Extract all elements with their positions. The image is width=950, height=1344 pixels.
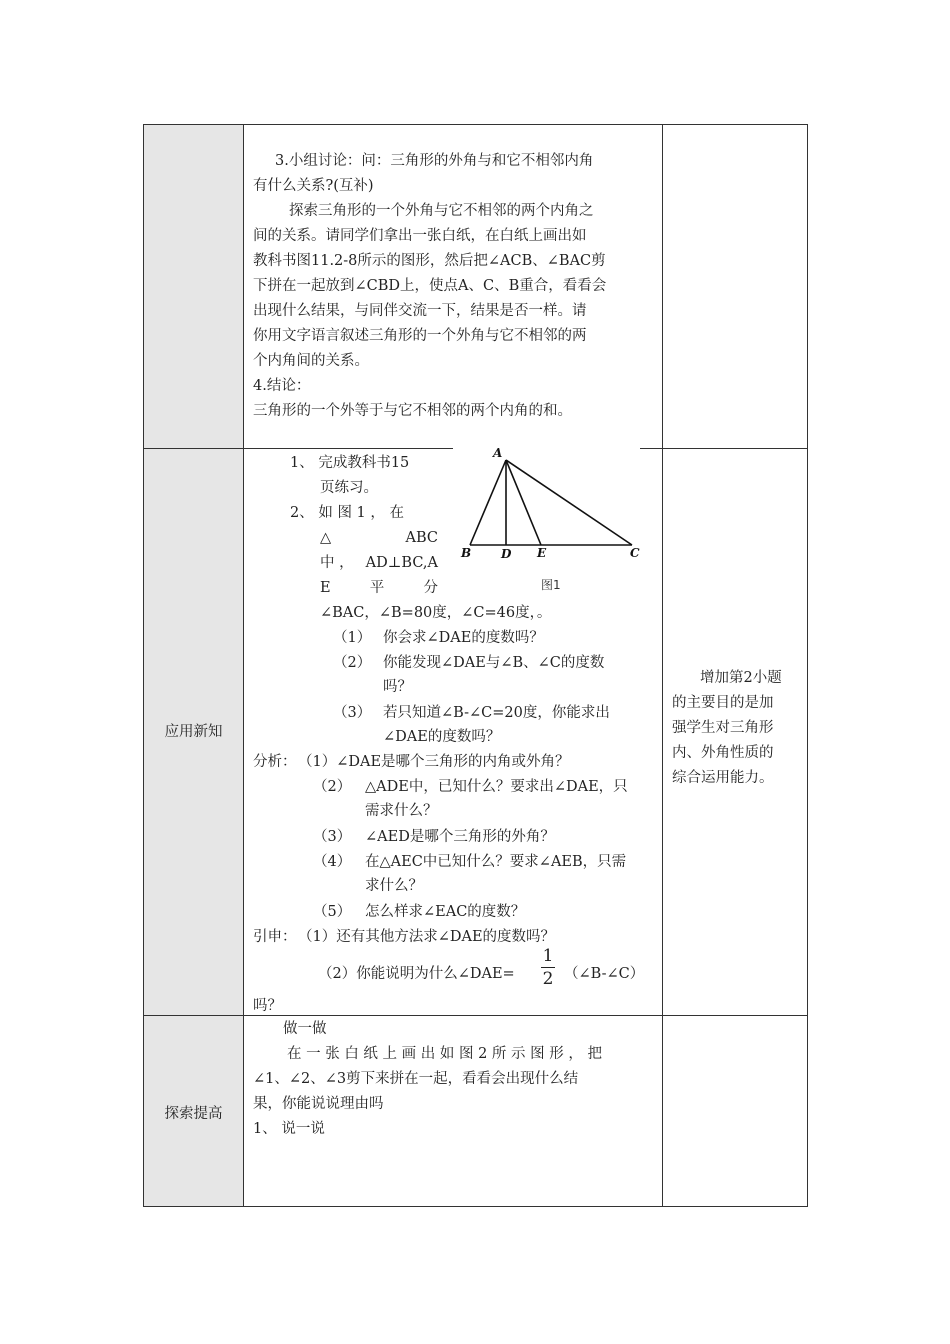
fraction-denominator: 2 [542,969,554,989]
q3-text-b: ∠DAE的度数吗？ [383,729,501,745]
q2-text-a: 你能发现∠DAE与∠B、∠C的度数 [383,655,605,671]
item2-c2: AD⊥BC,A [365,555,438,571]
analysis-3: ∠AED是哪个三角形的外角？ [365,829,555,845]
analysis-3-number: （3） [313,829,352,845]
item2-line-c [320,551,438,575]
row1-line-4: 间的关系。请同学们拿出一张白纸，在白纸上画出如 [253,228,587,244]
column-divider-2 [662,124,663,1207]
segment-ac [506,460,632,545]
analysis-2-b: 需求什么？ [365,803,438,819]
item2-d1: E [320,580,331,596]
analysis-4-number: （4） [313,854,352,870]
row3-line-4: 果，你能说说理由吗 [253,1096,384,1112]
q2-number: （2） [333,655,372,671]
row2-label: 应用新知 [164,724,223,740]
extension-2-a: （2）你能说明为什么∠DAE= [318,966,515,982]
fraction-numerator: 1 [542,946,554,966]
row1-line-8: 你用文字语言叙述三角形的一个外角与它不相邻的两 [253,328,587,344]
analysis-1: （1）∠DAE是哪个三角形的内角或外角？ [298,754,570,770]
q1-number: （1） [333,630,372,646]
point-label-c: C [630,546,640,560]
row1-line-10: 4.结论： [253,378,311,394]
fraction-one-half [539,946,557,989]
item1-line-b: 页练习。 [320,480,378,496]
extension-1: （1）还有其他方法求∠DAE的度数吗？ [298,929,556,945]
fraction-bar [541,967,555,968]
point-label-d: D [501,547,512,561]
table-left-border [143,124,144,1207]
item2-line-e: ∠BAC，∠B=80度，∠C=46度，。 [320,605,552,621]
row1-line-2: 有什么关系?(互补) [253,178,374,194]
column-divider-1 [243,124,244,1207]
analysis-5-number: （5） [313,904,352,920]
point-label-a: A [493,446,503,460]
q3-number: （3） [333,705,372,721]
note-line-5: 综合运用能力。 [672,770,774,786]
row-divider-1b [640,448,808,449]
analysis-4-b: 求什么？ [365,878,423,894]
row3-label: 探索提高 [164,1106,223,1122]
segment-ab [470,460,506,545]
note-line-3: 强学生对三角形 [672,720,774,736]
note-line-4: 内、外角性质的 [672,745,774,761]
row-divider-1a [143,448,453,449]
triangle-symbol: △ [320,530,332,546]
q1-text: 你会求∠DAE的度数吗？ [383,630,544,646]
row3-line-2: 在 一 张 白 纸 上 画 出 如 图 2 所 示 图 形 ， 把 [287,1046,602,1062]
item2-d3: 分 [423,580,438,596]
extension-2-b: （∠B-∠C） [564,966,645,982]
row1-line-3: 探索三角形的一个外角与它不相邻的两个内角之 [289,203,594,219]
q2-text-b: 吗？ [383,679,412,695]
point-label-b: B [461,546,472,560]
point-label-e: E [537,546,547,560]
item2-d2: 平 [369,580,385,596]
note-line-2: 的主要目的是加 [672,695,774,711]
analysis-4-a: 在△AEC中已知什么？要求∠AEB，只需 [365,854,627,870]
figure-1-triangle [455,440,645,600]
analysis-label: 分析： [253,754,297,770]
item2-line-d [320,576,438,600]
row1-line-9: 个内角间的关系。 [253,353,369,369]
row1-line-1: 3.小组讨论：问：三角形的外角与和它不相邻内角 [275,153,594,169]
row3-line-5: 1、 说一说 [253,1121,325,1137]
row3-line-1: 做一做 [283,1021,327,1037]
row3-line-3: ∠1、∠2、∠3剪下来拼在一起，看看会出现什么结 [253,1071,579,1087]
item2-c1: 中 ， [320,555,354,571]
row1-line-7: 出现什么结果，与同伴交流一下，结果是否一样。请 [253,303,587,319]
triangle-name: ABC [405,530,438,546]
extension-2-c: 吗？ [253,998,282,1014]
row1-conclusion: 三角形的一个外等于与它不相邻的两个内角的和。 [253,403,572,419]
item2-line-a: 2、 如 图 1 ， 在 [290,505,404,521]
q3-text-a: 若只知道∠B-∠C=20度，你能求出 [383,705,610,721]
analysis-2-a: △ADE中，已知什么？要求出∠DAE，只 [365,779,628,795]
note-line-1: 增加第2小题 [700,670,782,686]
figure-caption: 图1 [541,578,561,592]
analysis-5: 怎么样求∠EAC的度数？ [365,904,526,920]
analysis-2-number: （2） [313,779,352,795]
row1-label-cell [144,125,243,448]
item2-line-b [320,526,438,550]
item1-line-a: 1、 完成教科书15 [290,455,410,471]
row1-line-6: 下拼在一起放到∠CBD上，使点A、C、B重合，看看会 [253,278,607,294]
row1-line-5: 教科书图11.2-8所示的图形，然后把∠ACB、∠BAC剪 [253,253,606,269]
extension-label: 引申： [253,929,297,945]
